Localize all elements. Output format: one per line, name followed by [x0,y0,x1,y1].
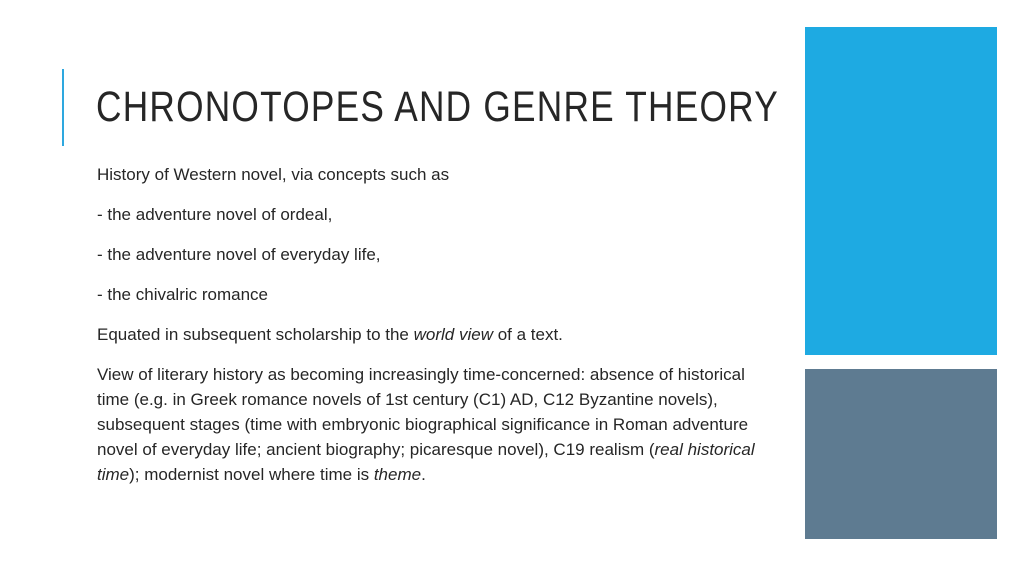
equated-paragraph [97,322,777,347]
equated-text-before: Equated in subsequent scholarship to the [97,325,414,344]
equated-text-italic: world view [413,325,493,344]
view-text-part2: ); modernist novel where time is [129,465,374,484]
slide-body [97,162,777,502]
list-item-chivalric-romance: - the chivalric romance [97,285,269,304]
list-item-everyday-life: - the adventure novel of everyday life, [97,245,381,264]
decorative-blue-block [805,27,997,355]
view-text-part3: . [421,465,426,484]
decorative-slate-block [805,369,997,539]
slide-title: CHRONOTOPES AND GENRE THEORY [96,83,779,131]
view-text-italic1: real historical time [97,440,755,484]
title-accent-line [62,69,64,146]
intro-paragraph: History of Western novel, via concepts such as [97,165,450,184]
equated-text-after: of a text. [492,325,563,344]
view-text-part1: View of literary history as becoming increasingly time-concerned: absence of historical time (e.g. in Greek romance novels of 1st century (C1) AD, C12 Byzantine novels), subsequent stages (time with embryonic biographical significance in Roman adventure novel of everyday life; ancient biography; picaresque novel), C19 realism ( [97,365,749,459]
literary-history-paragraph [97,362,777,487]
list-item-ordeal: - the adventure novel of ordeal, [97,205,333,224]
view-text-italic2: theme [373,465,422,484]
